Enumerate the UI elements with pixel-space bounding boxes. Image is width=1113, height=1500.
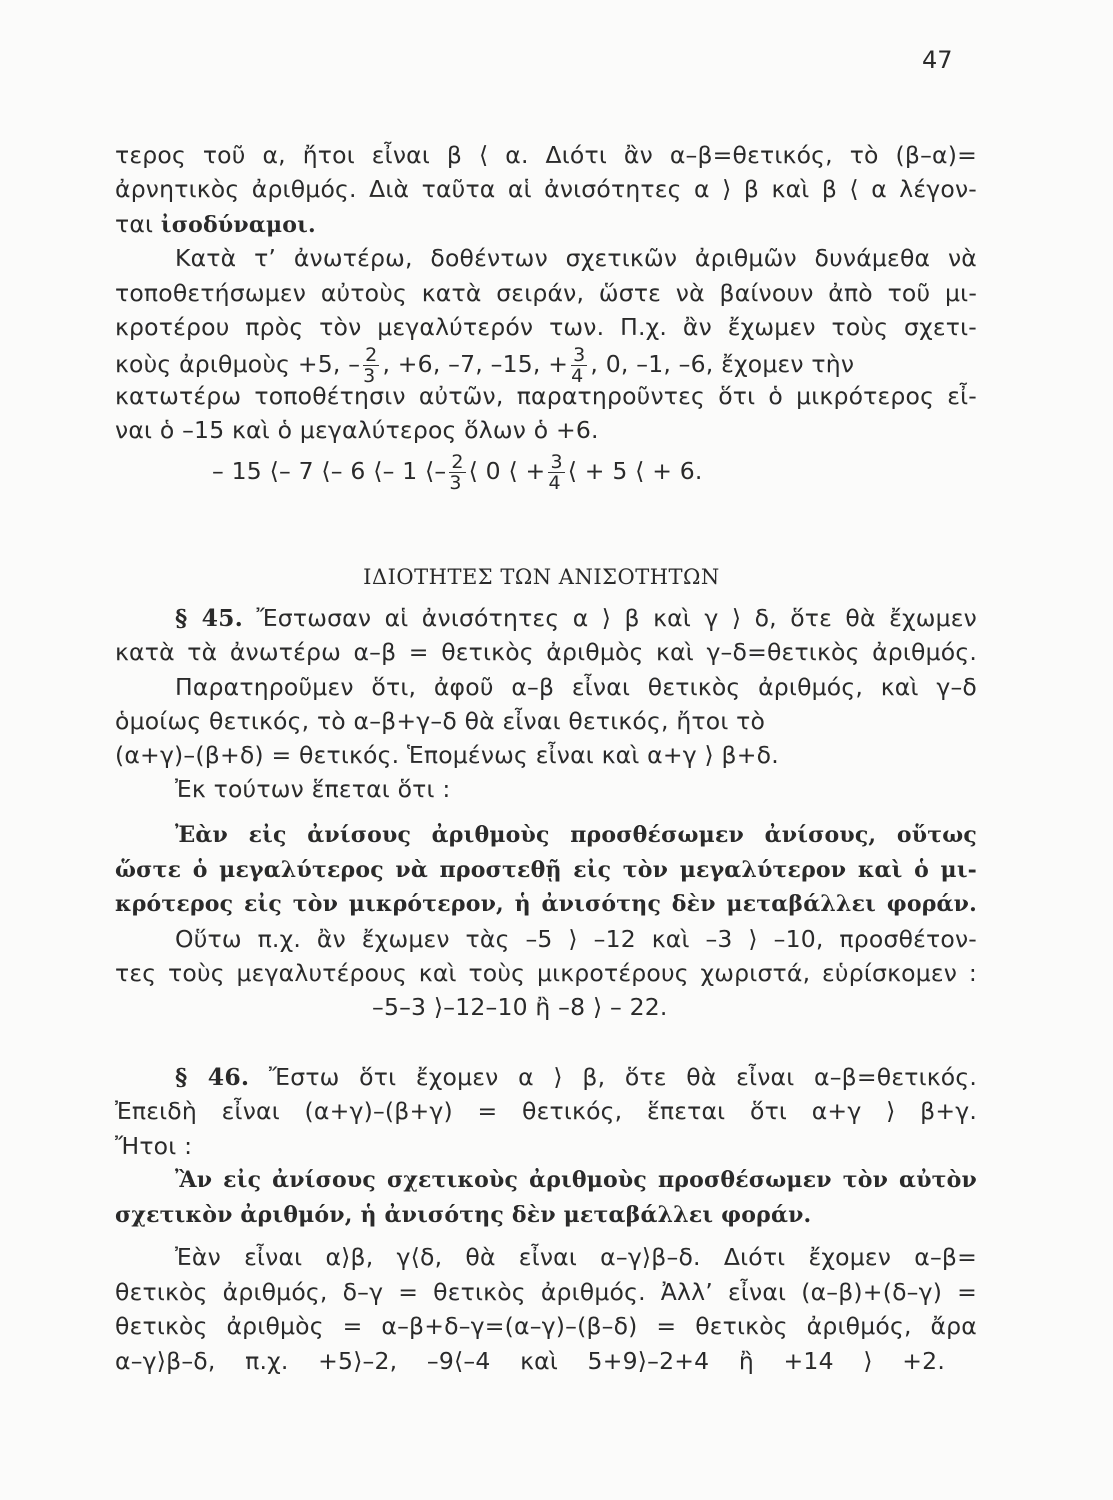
inequality-chain: [212, 452, 1074, 493]
text-line: [175, 1062, 977, 1092]
denominator: 4: [571, 365, 584, 387]
text: ⟨ + 5 ⟨ + 6.: [567, 457, 703, 485]
numerator: 3: [573, 344, 586, 366]
text-line: α–γ⟩β–δ, π.χ. +5⟩–2, –9⟨–4 καὶ 5+9⟩–2+4 ἢ +14 ⟩ +2.: [115, 1347, 945, 1375]
text-line: [175, 603, 977, 633]
text: ⟨ 0 ⟨ +: [468, 457, 546, 485]
text-line: ὁμοίως θετικός, τὸ α–β+γ–δ θὰ εἶναι θετικός, ἤτοι τὸ: [115, 707, 766, 735]
text-line: κατωτέρω τοποθέτησιν αὐτῶν, παρατηροῦντες ὅτι ὁ μικρότερος εἶ-: [115, 382, 977, 410]
text: – 15 ⟨– 7 ⟨– 6 ⟨– 1 ⟨–: [212, 457, 447, 485]
rule-line: σχετικὸν ἀριθμόν, ἡ ἀνισότης δὲν μεταβάλλει φοράν.: [115, 1202, 812, 1228]
denominator: 4: [548, 472, 561, 494]
text-line: Κατὰ τ’ ἀνωτέρω, δοθέντων σχετικῶν ἀριθμῶν δυνάμεθα νὰ: [175, 244, 977, 272]
rule-line: Ἂν εἰς ἀνίσους σχετικοὺς ἀριθμοὺς προσθέσωμεν τὸν αὐτὸν: [175, 1167, 977, 1193]
text-line: (α+γ)–(β+δ) = θετικός. Ἑπομένως εἶναι καὶ α+γ ⟩ β+δ.: [115, 741, 779, 769]
denominator: 3: [363, 365, 376, 387]
text: , +6, –7, –15, +: [382, 350, 569, 378]
fraction: [363, 345, 379, 386]
rule-line: Ἐὰν εἰς ἀνίσους ἀριθμοὺς προσθέσωμεν ἀνίσους, οὕτως: [175, 822, 977, 848]
text-line: Παρατηροῦμεν ὅτι, ἀφοῦ α–β εἶναι θετικὸς ἀριθμός, καὶ γ–δ: [175, 673, 977, 701]
text: κοὺς ἀριθμοὺς +5, –: [115, 350, 361, 378]
numerator: 2: [365, 344, 378, 366]
formula-line: –5–3 ⟩–12–10 ἢ –8 ⟩ – 22.: [372, 993, 668, 1021]
fraction: [449, 452, 465, 493]
text-line: τερος τοῦ α, ἤτοι εἶναι β ⟨ α. Διότι ἂν α–β=θετικός, τὸ (β–α)=: [115, 141, 977, 169]
text-line: Οὕτω π.χ. ἂν ἔχωμεν τὰς –5 ⟩ –12 καὶ –3 ⟩ –10, προσθέτον-: [175, 925, 977, 953]
text-line: τες τοὺς μεγαλυτέρους καὶ τοὺς μικροτέρους χωριστά, εὑρίσκομεν :: [115, 959, 977, 987]
text: ται: [115, 210, 154, 238]
text-line: κατὰ τὰ ἀνωτέρω α–β = θετικὸς ἀριθμὸς καὶ γ–δ=θετικὸς ἀριθμός.: [115, 638, 977, 666]
text-line: θετικὸς ἀριθμός, δ–γ = θετικὸς ἀριθμός. Ἀλλ’ εἶναι (α–β)+(δ–γ) =: [115, 1278, 977, 1306]
text-line: Ἐπειδὴ εἶναι (α+γ)–(β+γ) = θετικός, ἕπεται ὅτι α+γ ⟩ β+γ.: [115, 1097, 977, 1125]
text-line: [115, 209, 977, 240]
text-line: Ἤτοι :: [115, 1132, 193, 1160]
denominator: 3: [449, 472, 462, 494]
section-number: § 45.: [175, 604, 244, 632]
text-line: Ἐὰν εἶναι α⟩β, γ⟨δ, θὰ εἶναι α–γ⟩β–δ. Διότι ἔχομεν α–β=: [175, 1243, 977, 1271]
text-line: τοποθετήσωμεν αὐτοὺς κατὰ σειράν, ὥστε νὰ βαίνουν ἀπὸ τοῦ μι-: [115, 279, 977, 307]
rule-line: ὥστε ὁ μεγαλύτερος νὰ προστεθῇ εἰς τὸν μεγαλύτερον καὶ ὁ μι-: [115, 857, 977, 883]
numerator: 3: [550, 451, 563, 473]
text-line: Ἐκ τούτων ἕπεται ὅτι :: [175, 775, 451, 803]
bold-term: ἰσοδύναμοι.: [160, 212, 316, 238]
text-line-with-fractions: [115, 345, 977, 386]
text: , 0, –1, –6, ἔχομεν τὴν: [590, 350, 855, 378]
fraction: [571, 345, 587, 386]
text: Ἔστω ὅτι ἔχομεν α ⟩ β, ὅτε θὰ εἶναι α–β=θετικός.: [268, 1063, 978, 1091]
numerator: 2: [451, 451, 464, 473]
section-heading: ΙΔΙΟΤΗΤΕΣ ΤΩΝ ΑΝΙΣΟΤΗΤΩΝ: [363, 565, 720, 589]
fraction: [548, 452, 564, 493]
section-number: § 46.: [175, 1063, 250, 1091]
page-number: 47: [922, 46, 953, 74]
rule-line: κρότερος εἰς τὸν μικρότερον, ἡ ἀνισότης δὲν μεταβάλλει φοράν.: [115, 891, 977, 917]
text-line: κροτέρου πρὸς τὸν μεγαλύτερόν των. Π.χ. ἂν ἔχωμεν τοὺς σχετι-: [115, 313, 977, 341]
text-line: ναι ὁ –15 καὶ ὁ μεγαλύτερος ὅλων ὁ +6.: [115, 416, 599, 444]
text-line: ἀρνητικὸς ἀριθμός. Διὰ ταῦτα αἱ ἀνισότητες α ⟩ β καὶ β ⟨ α λέγον-: [115, 175, 977, 203]
text: Ἔστωσαν αἱ ἀνισότητες α ⟩ β καὶ γ ⟩ δ, ὅτε θὰ ἔχωμεν: [256, 604, 978, 632]
text-line: θετικὸς ἀριθμὸς = α–β+δ–γ=(α–γ)–(β–δ) = θετικὸς ἀριθμός, ἄρα: [115, 1312, 977, 1340]
